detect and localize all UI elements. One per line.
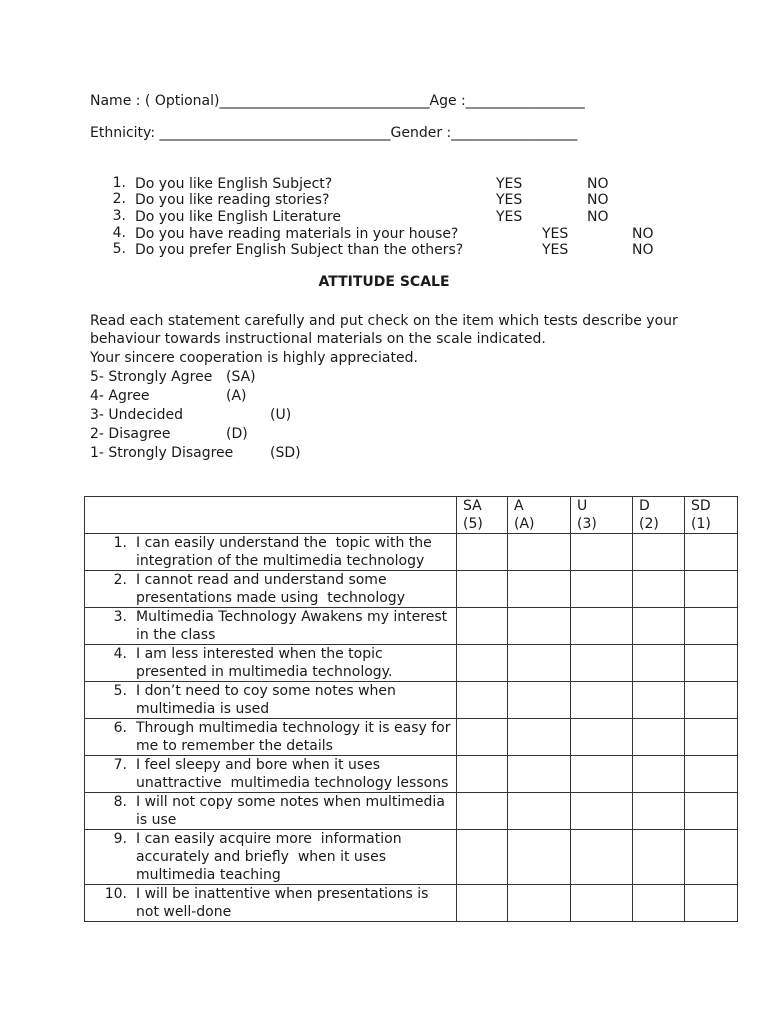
rating-cell-sa[interactable] bbox=[457, 885, 508, 922]
rating-cell-sd[interactable] bbox=[685, 719, 738, 756]
rating-cell-sd[interactable] bbox=[685, 793, 738, 830]
attitude-rating-table bbox=[84, 496, 738, 922]
table-row bbox=[85, 830, 738, 885]
rating-cell-d[interactable] bbox=[633, 608, 685, 645]
rating-cell-sa[interactable] bbox=[457, 571, 508, 608]
column-header-a: A (A) bbox=[508, 497, 571, 534]
rating-cell-sd[interactable] bbox=[685, 885, 738, 922]
rating-cell-a[interactable] bbox=[508, 608, 571, 645]
table-row bbox=[85, 719, 738, 756]
question-number: 5. bbox=[112, 241, 126, 257]
rating-cell-d[interactable] bbox=[633, 534, 685, 571]
legend-label: 1- Strongly Disagree bbox=[90, 445, 234, 461]
rating-cell-u[interactable] bbox=[571, 719, 633, 756]
statement-cell: 6. Through multimedia technology it is easy for me to remember the details bbox=[85, 719, 457, 756]
question-number: 3. bbox=[112, 208, 126, 224]
rating-cell-u[interactable] bbox=[571, 608, 633, 645]
table-row bbox=[85, 756, 738, 793]
rating-cell-d[interactable] bbox=[633, 571, 685, 608]
statement-cell: 4. I am less interested when the topic presented in multimedia technology. bbox=[85, 645, 457, 682]
rating-cell-sd[interactable] bbox=[685, 571, 738, 608]
column-header-sa: SA (5) bbox=[457, 497, 508, 534]
column-header-u: U (3) bbox=[571, 497, 633, 534]
legend-code: (A) bbox=[226, 388, 247, 404]
legend-code: (U) bbox=[270, 407, 292, 423]
attitude-scale-title: ATTITUDE SCALE bbox=[318, 274, 450, 290]
no-option: NO bbox=[632, 226, 654, 242]
no-option: NO bbox=[587, 176, 609, 192]
instruction-line: Read each statement carefully and put check on the item which tests describe your bbox=[90, 313, 678, 329]
rating-cell-u[interactable] bbox=[571, 830, 633, 885]
rating-cell-u[interactable] bbox=[571, 885, 633, 922]
rating-cell-sa[interactable] bbox=[457, 793, 508, 830]
yes-option: YES bbox=[542, 226, 569, 242]
rating-cell-a[interactable] bbox=[508, 571, 571, 608]
rating-cell-u[interactable] bbox=[571, 756, 633, 793]
statement-cell: 10. I will be inattentive when presentations is not well-done bbox=[85, 885, 457, 922]
rating-cell-d[interactable] bbox=[633, 793, 685, 830]
rating-cell-sa[interactable] bbox=[457, 682, 508, 719]
yes-option: YES bbox=[496, 192, 523, 208]
legend-label: 5- Strongly Agree bbox=[90, 369, 213, 385]
table-row bbox=[85, 645, 738, 682]
rating-cell-u[interactable] bbox=[571, 793, 633, 830]
legend-label: 3- Undecided bbox=[90, 407, 184, 423]
rating-cell-a[interactable] bbox=[508, 645, 571, 682]
rating-cell-u[interactable] bbox=[571, 645, 633, 682]
instruction-line: Your sincere cooperation is highly appreciated. bbox=[90, 350, 418, 366]
question-text: Do you have reading materials in your house? bbox=[135, 226, 459, 242]
legend-label: 4- Agree bbox=[90, 388, 150, 404]
question-number: 4. bbox=[112, 225, 126, 241]
statement-cell: 8. I will not copy some notes when multimedia is use bbox=[85, 793, 457, 830]
rating-cell-d[interactable] bbox=[633, 756, 685, 793]
statement-cell: 1. I can easily understand the topic with the integration of the multimedia technology bbox=[85, 534, 457, 571]
rating-cell-sa[interactable] bbox=[457, 645, 508, 682]
table-row bbox=[85, 534, 738, 571]
rating-cell-u[interactable] bbox=[571, 571, 633, 608]
rating-cell-d[interactable] bbox=[633, 830, 685, 885]
rating-cell-sd[interactable] bbox=[685, 756, 738, 793]
table-row bbox=[85, 885, 738, 922]
rating-cell-sd[interactable] bbox=[685, 608, 738, 645]
rating-cell-a[interactable] bbox=[508, 756, 571, 793]
question-number: 2. bbox=[112, 191, 126, 207]
rating-cell-a[interactable] bbox=[508, 719, 571, 756]
yes-option: YES bbox=[542, 242, 569, 258]
rating-cell-a[interactable] bbox=[508, 885, 571, 922]
legend-label: 2- Disagree bbox=[90, 426, 171, 442]
column-header-sd: SD (1) bbox=[685, 497, 738, 534]
legend-code: (SD) bbox=[270, 445, 301, 461]
rating-cell-u[interactable] bbox=[571, 534, 633, 571]
no-option: NO bbox=[587, 192, 609, 208]
statement-cell: 7. I feel sleepy and bore when it uses unattractive multimedia technology lessons bbox=[85, 756, 457, 793]
table-row bbox=[85, 571, 738, 608]
statement-cell: 5. I don’t need to coy some notes when multimedia is used bbox=[85, 682, 457, 719]
rating-cell-d[interactable] bbox=[633, 885, 685, 922]
column-header-d: D (2) bbox=[633, 497, 685, 534]
statement-cell: 3. Multimedia Technology Awakens my interest in the class bbox=[85, 608, 457, 645]
instruction-line: behaviour towards instructional materials on the scale indicated. bbox=[90, 331, 546, 347]
rating-cell-d[interactable] bbox=[633, 682, 685, 719]
question-number: 1. bbox=[112, 175, 126, 191]
yes-option: YES bbox=[496, 176, 523, 192]
rating-cell-a[interactable] bbox=[508, 682, 571, 719]
question-text: Do you like English Subject? bbox=[135, 176, 333, 192]
ethnicity-gender-line: Ethnicity: _________________________________Gender :__________________ bbox=[90, 125, 578, 141]
yes-option: YES bbox=[496, 209, 523, 225]
rating-cell-sa[interactable] bbox=[457, 756, 508, 793]
rating-cell-sd[interactable] bbox=[685, 830, 738, 885]
rating-cell-sd[interactable] bbox=[685, 645, 738, 682]
rating-cell-d[interactable] bbox=[633, 719, 685, 756]
statement-header-cell bbox=[85, 497, 457, 534]
rating-cell-a[interactable] bbox=[508, 534, 571, 571]
legend-code: (D) bbox=[226, 426, 248, 442]
rating-cell-sa[interactable] bbox=[457, 608, 508, 645]
legend-code: (SA) bbox=[226, 369, 256, 385]
table-row bbox=[85, 793, 738, 830]
rating-cell-a[interactable] bbox=[508, 830, 571, 885]
question-text: Do you like reading stories? bbox=[135, 192, 330, 208]
rating-cell-sa[interactable] bbox=[457, 830, 508, 885]
question-text: Do you like English Literature bbox=[135, 209, 341, 225]
statement-cell: 2. I cannot read and understand some presentations made using technology bbox=[85, 571, 457, 608]
rating-cell-sd[interactable] bbox=[685, 682, 738, 719]
statement-cell: 9. I can easily acquire more information accurately and briefly when it uses multimedia teaching bbox=[85, 830, 457, 885]
rating-cell-u[interactable] bbox=[571, 682, 633, 719]
rating-cell-sa[interactable] bbox=[457, 719, 508, 756]
name-age-line: Name : ( Optional)______________________________Age :_________________ bbox=[90, 93, 585, 109]
question-text: Do you prefer English Subject than the others? bbox=[135, 242, 464, 258]
rating-cell-sd[interactable] bbox=[685, 534, 738, 571]
table-row bbox=[85, 682, 738, 719]
rating-cell-d[interactable] bbox=[633, 645, 685, 682]
rating-cell-sa[interactable] bbox=[457, 534, 508, 571]
table-header-row bbox=[85, 497, 738, 534]
no-option: NO bbox=[632, 242, 654, 258]
rating-cell-a[interactable] bbox=[508, 793, 571, 830]
table-row bbox=[85, 608, 738, 645]
no-option: NO bbox=[587, 209, 609, 225]
